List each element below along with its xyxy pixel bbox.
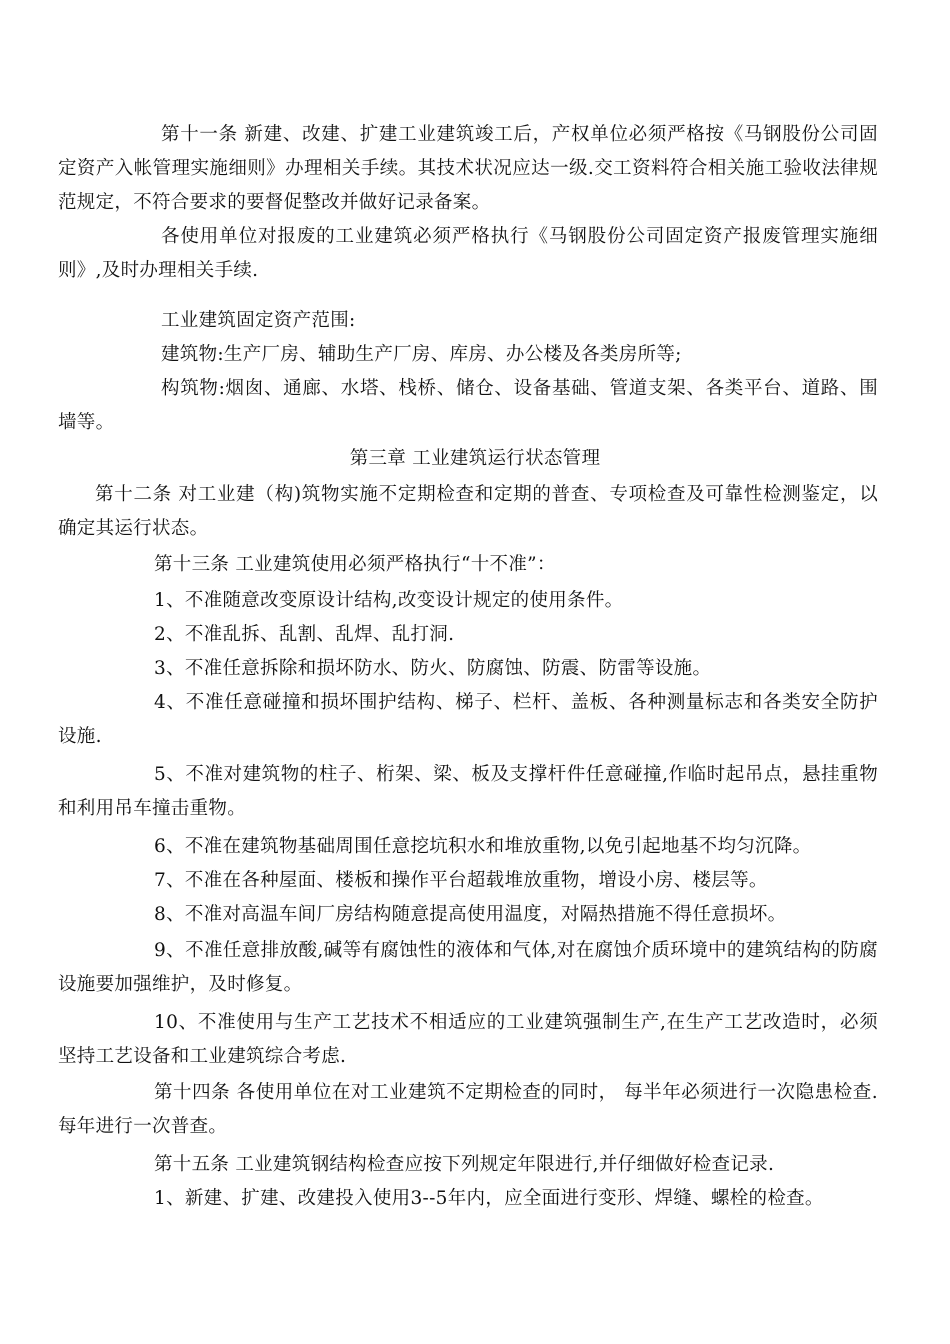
asset-scope-heading: 工业建筑固定资产范围:	[161, 310, 356, 331]
article-14-paragraph: 第十四条 各使用单位在对工业建筑不定期检查的同时， 每半年必须进行一次隐患检查.每年进行一次普查。	[58, 1082, 878, 1137]
rule-2: 2、不准乱拆、乱割、乱焊、乱打洞.	[154, 624, 455, 645]
article-11-paragraph: 第十一条 新建、改建、扩建工业建筑竣工后，产权单位必须严格按《马钢股份公司固定资产入帐管理实施细则》办理相关手续。其技术状况应达一级.交工资料符合相关施工验收法律规范规定，不符合要求的要督促整改并做好记录备案。	[58, 124, 878, 213]
article-15-paragraph: 第十五条 工业建筑钢结构检查应按下列规定年限进行,并仔细做好检查记录.	[154, 1154, 775, 1175]
article-12-paragraph: 第十二条 对工业建（构)筑物实施不定期检查和定期的普查、专项检查及可靠性检测鉴定，以确定其运行状态。	[58, 484, 878, 539]
chapter-3-title: 第三章 工业建筑运行状态管理	[349, 448, 601, 469]
rule-4: 4、不准任意碰撞和损坏围护结构、梯子、栏杆、盖板、各种测量标志和各类安全防护设施.	[58, 692, 878, 747]
buildings-list-paragraph: 建筑物:生产厂房、辅助生产厂房、库房、办公楼及各类房所等;	[161, 344, 682, 365]
rule-3: 3、不准任意拆除和损坏防水、防火、防腐蚀、防震、防雷等设施。	[154, 658, 712, 679]
rule-8: 8、不准对高温车间厂房结构随意提高使用温度，对隔热措施不得任意损坏。	[154, 904, 787, 925]
article-13-paragraph: 第十三条 工业建筑使用必须严格执行“十不准”：	[154, 554, 556, 575]
structures-list-paragraph: 构筑物:烟囱、通廊、水塔、栈桥、储仓、设备基础、管道支架、各类平台、道路、围墙等。	[58, 378, 878, 433]
rule-6: 6、不准在建筑物基础周围任意挖坑积水和堆放重物,以免引起地基不均匀沉降。	[154, 836, 812, 857]
rule-9: 9、不准任意排放酸,碱等有腐蚀性的液体和气体,对在腐蚀介质环境中的建筑结构的防腐设施要加强维护，及时修复。	[58, 940, 878, 995]
rule-1: 1、不准随意改变原设计结构,改变设计规定的使用条件。	[154, 590, 624, 611]
rule-7: 7、不准在各种屋面、楼板和操作平台超载堆放重物，增设小房、楼层等。	[154, 870, 768, 891]
article-15-item-1: 1、新建、扩建、改建投入使用3--5年内，应全面进行变形、焊缝、螺栓的检查。	[154, 1188, 824, 1209]
scrap-procedure-paragraph: 各使用单位对报废的工业建筑必须严格执行《马钢股份公司固定资产报废管理实施细则》,及时办理相关手续.	[58, 226, 878, 281]
rule-5: 5、不准对建筑物的柱子、桁架、梁、板及支撑杆件任意碰撞,作临时起吊点，悬挂重物和利用吊车撞击重物。	[58, 764, 878, 819]
rule-10: 10、不准使用与生产工艺技术不相适应的工业建筑强制生产,在生产工艺改造时，必须坚持工艺设备和工业建筑综合考虑.	[58, 1012, 878, 1067]
